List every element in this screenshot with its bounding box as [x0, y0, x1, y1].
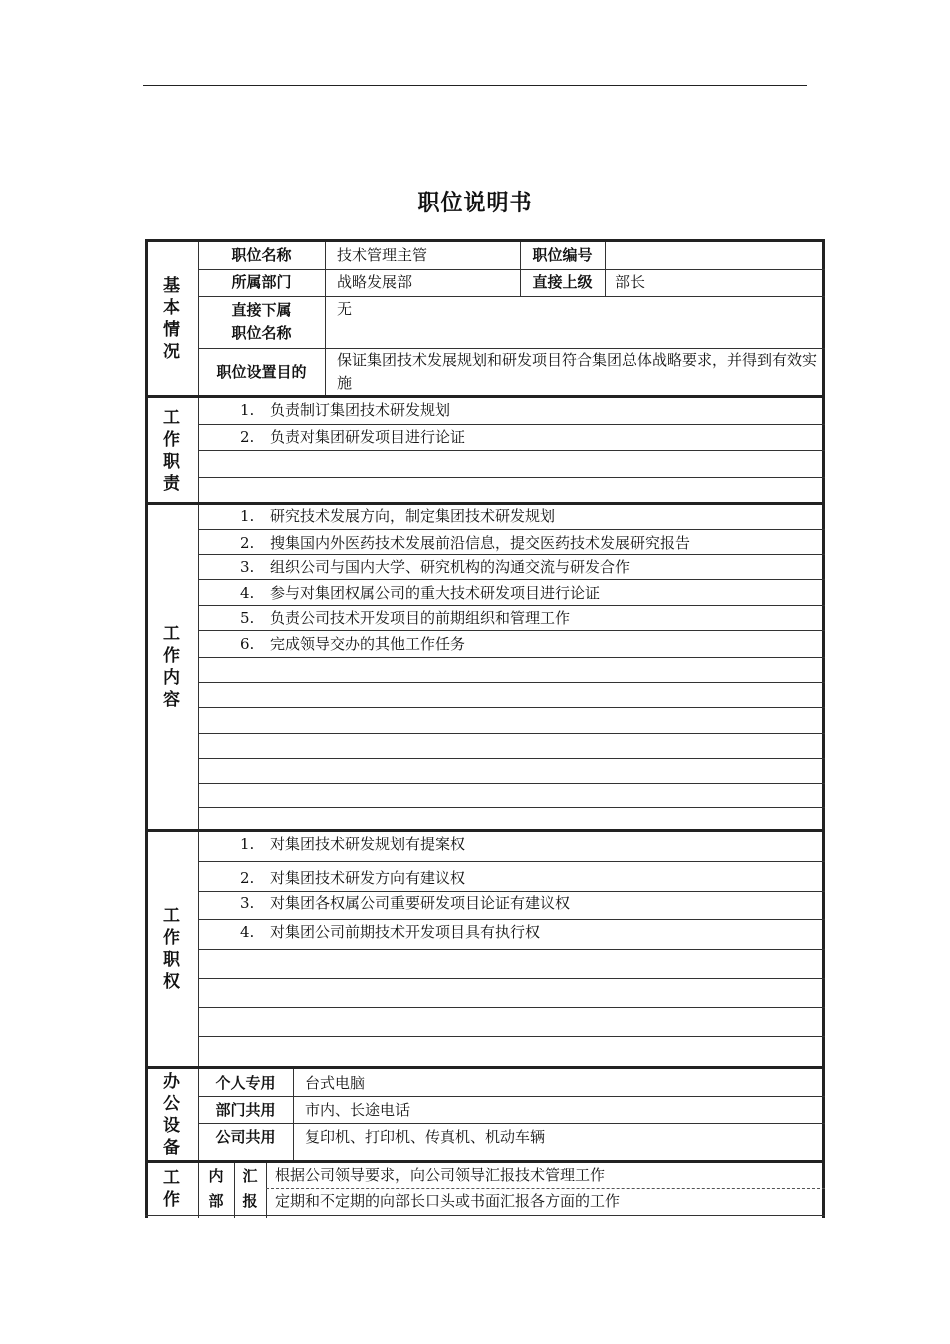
row-line	[198, 1036, 825, 1037]
superior-value: 部长	[615, 273, 646, 291]
section-label-relations	[145, 1163, 198, 1215]
section-label-authority	[145, 832, 198, 1066]
position-name-label: 职位名称	[231, 246, 292, 264]
content-item	[240, 634, 465, 654]
duty-text: 负责制订集团技术研发规划	[270, 401, 451, 419]
content-text: 研究技术发展方向，制定集团技术研发规划	[270, 507, 556, 525]
position-code-value	[615, 242, 815, 269]
content-text: 参与对集团权属公司的重大技术研发项目进行论证	[270, 584, 601, 602]
section-char: 作	[163, 429, 180, 450]
equipment-label: 部门共用	[215, 1100, 276, 1119]
section-char: 权	[163, 972, 180, 992]
section-label-duties	[145, 398, 198, 503]
label-divider	[293, 1069, 294, 1161]
row-line	[198, 477, 825, 478]
content-num: 4.	[240, 584, 255, 602]
content-num: 1.	[240, 507, 255, 525]
internal-label-char: 内	[208, 1167, 224, 1185]
section-char: 责	[163, 473, 180, 494]
content-num: 5.	[240, 609, 255, 627]
row-line	[198, 978, 825, 979]
equipment-value: 市内、长途电话	[305, 1100, 411, 1119]
row-line	[198, 861, 825, 862]
section-char: 职	[163, 950, 180, 970]
document-title: 职位说明书	[417, 191, 533, 216]
row-line	[198, 424, 825, 425]
content-text: 组织公司与国内大学、研究机构的沟通交流与研发合作	[270, 558, 631, 576]
content-item	[240, 506, 555, 526]
subordinate-value: 无	[337, 300, 353, 318]
section-char: 本	[163, 298, 180, 318]
purpose-label: 职位设置目的	[216, 362, 307, 381]
authority-text: 对集团技术研发规划有提案权	[270, 835, 466, 853]
section-separator	[145, 829, 825, 832]
job-description-form	[145, 239, 829, 1218]
content-num: 6.	[240, 635, 255, 653]
section-char: 公	[163, 1094, 180, 1114]
duty-num: 1.	[240, 401, 255, 419]
section-char: 工	[163, 407, 180, 428]
section-char: 备	[163, 1138, 180, 1158]
row-line	[198, 554, 825, 555]
content-item	[240, 608, 570, 628]
section-label-content	[145, 505, 198, 829]
content-text: 完成领导交办的其他工作任务	[270, 635, 466, 653]
section-char: 作	[163, 928, 180, 948]
row-line	[198, 579, 825, 580]
header-rule	[143, 85, 807, 86]
duty-text: 负责对集团研发项目进行论证	[270, 428, 466, 446]
bottom-line	[145, 1215, 825, 1216]
row-line	[198, 657, 825, 658]
section-char: 容	[163, 690, 180, 710]
row-line	[198, 758, 825, 759]
report-label-char: 汇	[242, 1167, 258, 1185]
sub-divider	[266, 1163, 267, 1218]
report-label	[234, 1163, 266, 1215]
purpose-value: 保证集团技术发展规划和研发项目符合集团总体战略要求，并得到有效实施	[337, 351, 818, 392]
row-line	[198, 733, 825, 734]
row-line	[198, 682, 825, 683]
section-char: 基	[163, 276, 180, 296]
content-item	[240, 533, 690, 553]
row-line	[198, 891, 825, 892]
row-line	[198, 949, 825, 950]
authority-num: 3.	[240, 894, 255, 912]
section-char: 作	[163, 1190, 180, 1210]
subordinate-label-line1: 直接下属	[231, 301, 292, 319]
subordinate-label	[198, 296, 325, 348]
section-char: 况	[163, 342, 180, 362]
duty-item	[240, 400, 450, 420]
row-line	[198, 1007, 825, 1008]
section-separator	[145, 1066, 825, 1069]
equipment-value: 台式电脑	[305, 1073, 366, 1092]
relation-text: 定期和不定期的向部长口头或书面汇报各方面的工作	[275, 1192, 621, 1210]
content-item	[240, 583, 600, 603]
section-char: 办	[163, 1072, 180, 1092]
position-name-value: 技术管理主管	[337, 246, 428, 264]
row-line	[198, 707, 825, 708]
authority-text: 对集团各权属公司重要研发项目论证有建议权	[270, 894, 571, 912]
authority-text: 对集团技术研发方向有建议权	[270, 869, 466, 887]
row-line	[198, 450, 825, 451]
content-text: 搜集国内外医药技术发展前沿信息，提交医药技术发展研究报告	[270, 534, 691, 552]
section-separator	[145, 395, 825, 398]
row-line	[198, 807, 825, 808]
authority-item	[240, 868, 465, 888]
section-label-equipment	[145, 1069, 198, 1161]
internal-label-char: 部	[208, 1192, 224, 1210]
department-label: 所属部门	[231, 273, 292, 291]
section-char: 设	[163, 1116, 180, 1136]
internal-label	[198, 1163, 234, 1215]
relation-text: 根据公司领导要求，向公司领导汇报技术管理工作	[275, 1166, 606, 1184]
content-item	[240, 557, 630, 577]
duty-item	[240, 427, 465, 447]
section-char: 内	[163, 668, 180, 688]
section-separator	[145, 502, 825, 505]
section-char: 工	[163, 624, 180, 644]
department-value: 战略发展部	[337, 273, 413, 291]
superior-label: 直接上级	[532, 273, 593, 291]
content-num: 2.	[240, 534, 255, 552]
section-char: 职	[163, 451, 180, 472]
authority-num: 4.	[240, 923, 255, 941]
row-line	[198, 630, 825, 631]
section-label-basic	[145, 242, 198, 396]
report-label-char: 报	[242, 1192, 258, 1210]
position-code-label: 职位编号	[532, 246, 593, 264]
row-line	[198, 783, 825, 784]
authority-num: 1.	[240, 835, 255, 853]
authority-text: 对集团公司前期技术开发项目具有执行权	[270, 923, 541, 941]
authority-item	[240, 893, 570, 913]
authority-item	[240, 922, 540, 942]
section-char: 工	[163, 1168, 180, 1188]
section-char: 情	[163, 320, 180, 340]
equipment-label: 公司共用	[215, 1127, 276, 1146]
content-text: 负责公司技术开发项目的前期组织和管理工作	[270, 609, 571, 627]
equipment-label: 个人专用	[215, 1073, 276, 1092]
content-num: 3.	[240, 558, 255, 576]
row-line	[198, 919, 825, 920]
row-line	[198, 605, 825, 606]
subordinate-label-line2: 职位名称	[231, 324, 292, 342]
duty-num: 2.	[240, 428, 255, 446]
authority-item	[240, 834, 465, 854]
section-char: 工	[163, 906, 180, 926]
section-char: 作	[163, 646, 180, 666]
label-divider	[325, 242, 326, 396]
equipment-value: 复印机、打印机、传真机、机动车辆	[305, 1127, 546, 1146]
authority-num: 2.	[240, 869, 255, 887]
row-line	[198, 529, 825, 530]
